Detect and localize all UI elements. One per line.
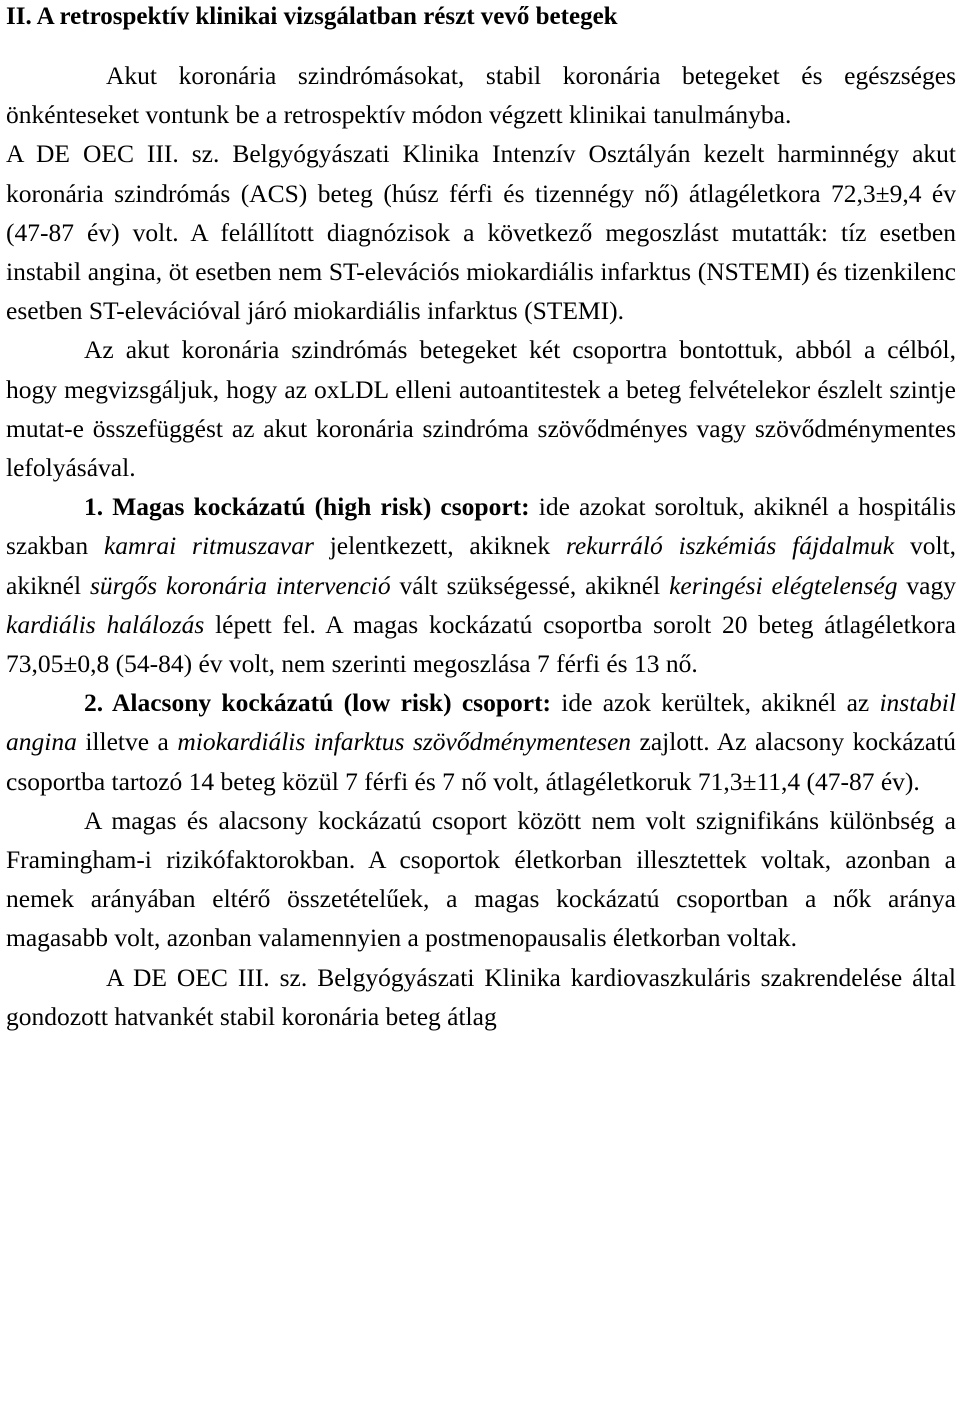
high-risk-text-5: vagy [897,570,956,600]
paragraph-low-risk-group [6,683,956,801]
low-risk-term-1: instabil angina [6,688,956,757]
paragraph-grouping: Az akut koronária szindrómás betegeket két csoportra bontottuk, abból a célból, hogy megvizsgáljuk, hogy az oxLDL elleni autoantitestek a beteg felvételekor észlelt szintje mutat-e összefüggést az akut koronária szindróma szövődményes vagy szövődménymentes lefolyásával. [6,335,956,483]
high-risk-text-2: jelentkezett, akiknek [313,531,566,561]
body-text [6,56,956,1036]
paragraph-acs-patients: A DE OEC III. sz. Belgyógyászati Klinika Intenzív Osztályán kezelt harminnégy akut koronária szindrómás (ACS) beteg (húsz férfi és tizennégy nő) átlagéletkora 72,3±9,4 év (47-87 év) volt. A felállított diagnózisok a következő megoszlást mutatták: tíz esetben instabil angina, öt esetben nem ST-elevációs miokardiális infarktus (NSTEMI) és tizenkilenc esetben ST-elevációval járó miokardiális infarktus (STEMI). [6,139,956,326]
high-risk-text-3: volt, akiknél [6,531,956,600]
high-risk-term-3: sürgős koronária intervenció [89,570,391,600]
low-risk-text-3: zajlott. Az alacsony kockázatú csoportba tartozó 14 beteg közül 7 férfi és 7 nő volt, átlagéletkoruk 71,3±11,4 (47-87 év). [6,727,956,796]
paragraph-group-comparison: A magas és alacsony kockázatú csoport között nem volt szignifikáns különbség a Framingham-i rizikófaktorokban. A csoportok életkorban illesztettek voltak, azonban a nemek arányában eltérő összetételűek, a magas kockázatú csoportban a nők aránya magasabb volt, azonban valamennyien a postmenopausalis életkorban voltak. [6,805,956,953]
low-risk-label: 2. Alacsony kockázatú (low risk) csoport: [84,688,552,718]
low-risk-term-2: miokardiális infarktus szövődménymentesen [177,727,632,757]
high-risk-text-4: vált szükségessé, akiknél [390,570,670,600]
high-risk-term-4: keringési elégtelenség [669,570,898,600]
high-risk-term-2: rekurráló iszkémiás fájdalmuk [565,531,895,561]
low-risk-text-1: ide azok kerültek, akiknél az [551,688,880,718]
high-risk-term-5: kardiális halálozás [6,609,205,639]
paragraph-high-risk-group [6,487,956,683]
paragraph-intro: Akut koronária szindrómásokat, stabil koronária betegeket és egészséges önkénteseket vontunk be a retrospektív módon végzett klinikai tanulmányba. [6,61,956,130]
high-risk-text-6: lépett fel. A magas kockázatú csoportba sorolt 20 beteg átlagéletkora 73,05±0,8 (54-84) év volt, nem szerinti megoszlása 7 férfi és 13 nő. [6,609,956,679]
high-risk-text-1: ide azokat soroltuk, akiknél a hospitális szakban [6,492,956,561]
paragraph-stable-patients: A DE OEC III. sz. Belgyógyászati Klinika kardiovaszkuláris szakrendelése által gondozott hatvankét stabil koronária beteg átlag [6,962,956,1031]
high-risk-term-1: kamrai ritmuszavar [103,531,314,561]
section-heading: II. A retrospektív klinikai vizsgálatban részt vevő betegek [6,3,618,30]
high-risk-label: 1. Magas kockázatú (high risk) csoport: [84,492,530,522]
low-risk-text-2: illetve a [76,727,178,757]
